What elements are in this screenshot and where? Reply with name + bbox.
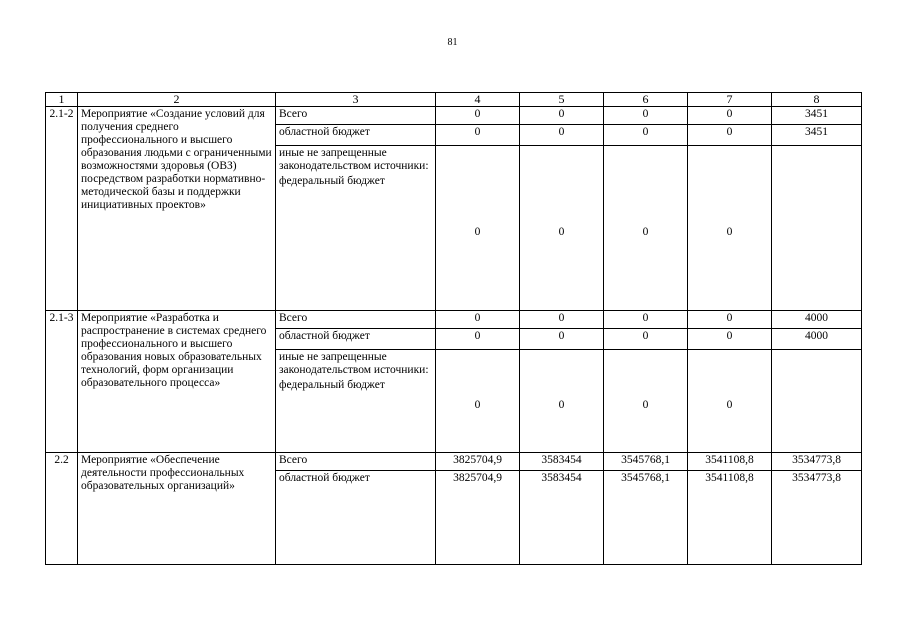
value-cell: 0 [604, 146, 688, 311]
header-cell: 8 [772, 93, 862, 107]
value-cell: 0 [436, 146, 520, 311]
value-cell: 3534773,8 [772, 471, 862, 565]
value-cell: 0 [520, 146, 604, 311]
value-cell: 0 [688, 107, 772, 125]
value-cell: 3545768,1 [604, 471, 688, 565]
value-cell: 3541108,8 [688, 453, 772, 471]
source-label: Всего [276, 107, 436, 125]
value-cell: 0 [520, 107, 604, 125]
value-cell: 3825704,9 [436, 471, 520, 565]
value-cell: 0 [520, 329, 604, 350]
value-cell: 0 [688, 329, 772, 350]
source-label [276, 146, 436, 311]
value-cell: 3534773,8 [772, 453, 862, 471]
value-cell [772, 350, 862, 453]
table-row [46, 107, 862, 125]
source-label [276, 350, 436, 453]
value-cell: 0 [520, 125, 604, 146]
value-cell: 0 [604, 125, 688, 146]
source-label: областной бюджет [276, 471, 436, 565]
value-cell: 3545768,1 [604, 453, 688, 471]
value-cell: 0 [688, 146, 772, 311]
federal-budget-label: федеральный бюджет [279, 379, 385, 391]
value-cell: 0 [604, 350, 688, 453]
value-cell [772, 146, 862, 311]
value-cell: 3583454 [520, 471, 604, 565]
table-row [46, 311, 862, 329]
value-cell: 0 [520, 350, 604, 453]
header-cell: 5 [520, 93, 604, 107]
header-cell: 6 [604, 93, 688, 107]
value-cell: 4000 [772, 311, 862, 329]
value-cell: 0 [436, 125, 520, 146]
measure-id: 2.2 [46, 453, 78, 565]
value-cell: 3583454 [520, 453, 604, 471]
budget-table [45, 92, 862, 565]
header-cell: 3 [276, 93, 436, 107]
header-cell: 2 [78, 93, 276, 107]
value-cell: 3541108,8 [688, 471, 772, 565]
value-cell: 3451 [772, 125, 862, 146]
value-cell: 0 [520, 311, 604, 329]
table-row [46, 453, 862, 471]
header-cell: 1 [46, 93, 78, 107]
value-cell: 0 [688, 350, 772, 453]
other-sources-label: иные не запрещенные законодательством источники: [279, 147, 429, 172]
value-cell: 0 [436, 107, 520, 125]
value-cell: 0 [604, 329, 688, 350]
value-cell: 4000 [772, 329, 862, 350]
value-cell: 0 [436, 311, 520, 329]
federal-budget-label: федеральный бюджет [279, 175, 385, 187]
value-cell: 0 [436, 329, 520, 350]
source-label: Всего [276, 453, 436, 471]
value-cell: 3451 [772, 107, 862, 125]
measure-id: 2.1-3 [46, 311, 78, 453]
value-cell: 0 [436, 350, 520, 453]
header-cell: 7 [688, 93, 772, 107]
value-cell: 3825704,9 [436, 453, 520, 471]
page-number: 81 [447, 37, 458, 48]
value-cell: 0 [604, 107, 688, 125]
value-cell: 0 [688, 125, 772, 146]
measure-id: 2.1-2 [46, 107, 78, 311]
source-label: областной бюджет [276, 329, 436, 350]
source-label: Всего [276, 311, 436, 329]
value-cell: 0 [688, 311, 772, 329]
value-cell: 0 [604, 311, 688, 329]
other-sources-label: иные не запрещенные законодательством источники: [279, 351, 429, 376]
measure-name: Мероприятие «Разработка и распространение в системах среднего профессионального и высшего образования новых образовательных технологий, форм организации образовательного процесса» [78, 311, 276, 453]
header-cell: 4 [436, 93, 520, 107]
header-row [46, 93, 862, 107]
measure-name: Мероприятие «Создание условий для получения среднего профессионального и высшего образования людьми с ограниченными возможностями здоровья (ОВЗ) посредством разработки нормативно-методической базы и поддержки инициативных проектов» [78, 107, 276, 311]
measure-name: Мероприятие «Обеспечение деятельности профессиональных образовательных организаций» [78, 453, 276, 565]
source-label: областной бюджет [276, 125, 436, 146]
